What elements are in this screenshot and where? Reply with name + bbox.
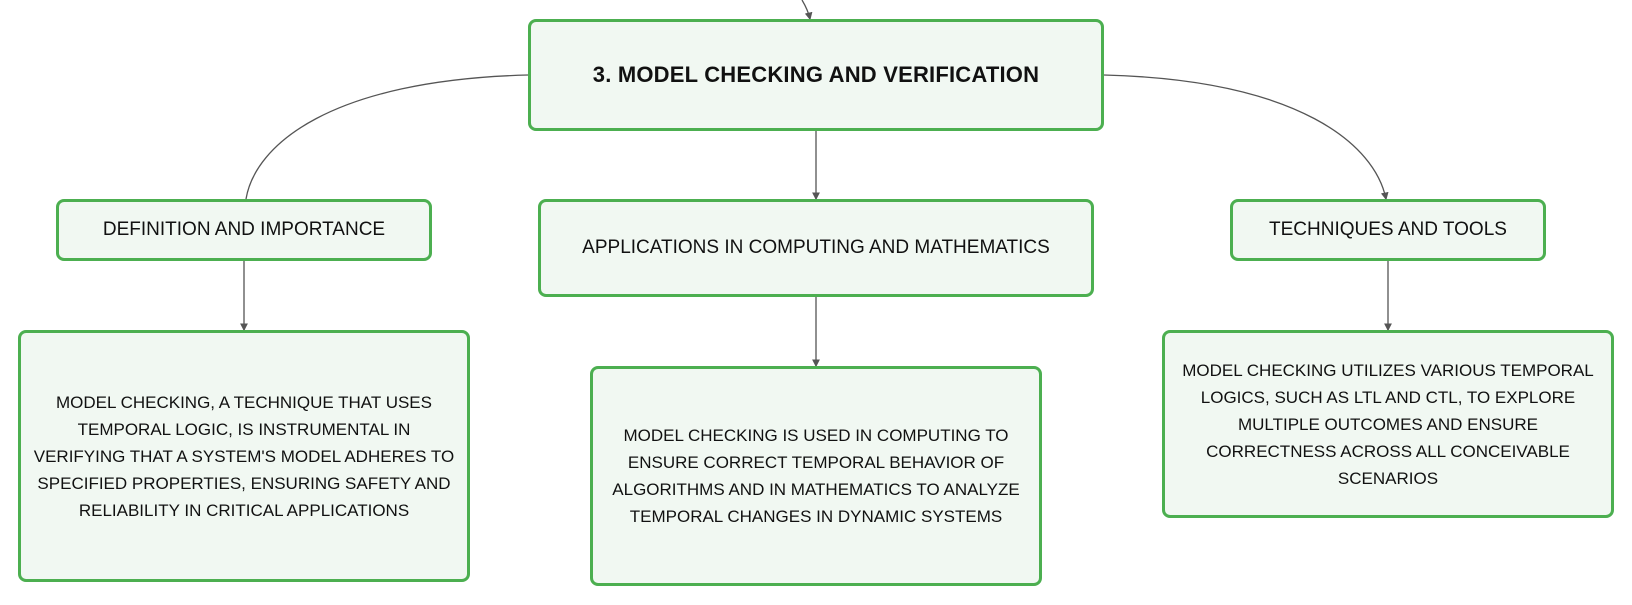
branch-node-label: APPLICATIONS IN COMPUTING AND MATHEMATICS [582, 237, 1050, 258]
detail-node-definition[interactable] [18, 330, 470, 582]
parent-connector [802, 0, 810, 19]
detail-node-text: MODEL CHECKING UTILIZES VARIOUS TEMPORAL LOGICS, SUCH AS LTL AND CTL, TO EXPLORE MULTIPLE OUTCOMES AND ENSURE CORRECTNESS ACROSS ALL CONCEIVABLE SCENARIOS [1182, 360, 1594, 488]
branch-node-techniques[interactable] [1230, 199, 1546, 261]
detail-node-techniques[interactable] [1162, 330, 1614, 518]
detail-node-text: MODEL CHECKING, A TECHNIQUE THAT USES TEMPORAL LOGIC, IS INSTRUMENTAL IN VERIFYING THAT A SYSTEM'S MODEL ADHERES TO SPECIFIED PROPERTIES, ENSURING SAFETY AND RELIABILITY IN CRITICAL APPLICATIONS [33, 392, 455, 520]
connector-root-to-definition [246, 75, 528, 199]
root-node[interactable] [528, 19, 1104, 131]
branch-node-definition[interactable] [56, 199, 432, 261]
root-node-label: 3. MODEL CHECKING AND VERIFICATION [592, 62, 1040, 87]
connector-root-to-techniques [1104, 75, 1386, 199]
branch-node-applications[interactable] [538, 199, 1094, 297]
detail-node-text: MODEL CHECKING IS USED IN COMPUTING TO ENSURE CORRECT TEMPORAL BEHAVIOR OF ALGORITHMS AND IN MATHEMATICS TO ANALYZE TEMPORAL CHANGES IN DYNAMIC SYSTEMS [612, 426, 1020, 526]
branch-node-label: TECHNIQUES AND TOOLS [1269, 219, 1507, 240]
branch-node-label: DEFINITION AND IMPORTANCE [102, 219, 386, 240]
detail-node-applications[interactable] [590, 366, 1042, 586]
